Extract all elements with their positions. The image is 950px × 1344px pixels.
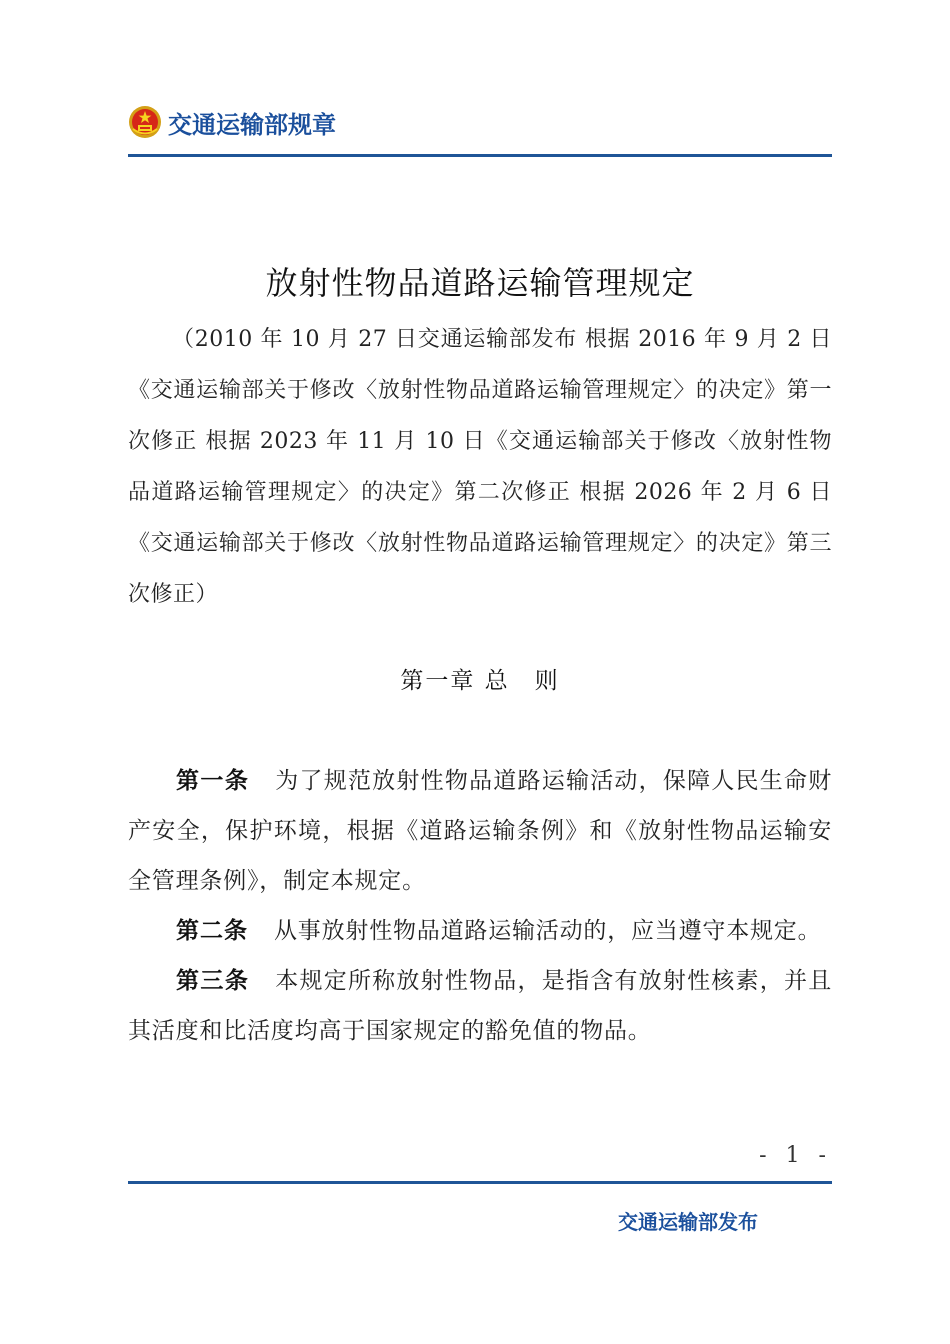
- document-title: 放射性物品道路运输管理规定: [265, 264, 695, 302]
- footer-publisher: 交通运输部发布: [618, 1210, 758, 1234]
- article-text: 从事放射性物品道路运输活动的，应当遵守本规定。: [274, 918, 822, 944]
- page-header: [128, 102, 336, 142]
- article-label: 第二条: [176, 918, 248, 944]
- article-2: [128, 906, 832, 956]
- page-number: - 1 -: [759, 1143, 832, 1168]
- revision-history: （2010 年 10 月 27 日交通运输部发布 根据 2016 年 9 月 2 日《交通运输部关于修改〈放射性物品道路运输管理规定〉的决定》第一次修正 根据 2023 年 11 月 10 日《交通运输部关于修改〈放射性物品道路运输管理规定〉的决定》第二次修正 根据 2026 年 2 月 6 日《交通运输部关于修改〈放射性物品道路运输管理规定〉的决定》第三次修正）: [128, 327, 832, 607]
- article-label: 第一条: [176, 768, 250, 794]
- article-text: 为了规范放射性物品道路运输活动，保障人民生命财产安全，保护环境，根据《道路运输条例》和《放射性物品运输安全管理条例》，制定本规定。: [128, 768, 833, 894]
- article-1: [128, 756, 832, 906]
- header-divider: [128, 154, 832, 157]
- article-label: 第三条: [176, 968, 250, 994]
- header-title: 交通运输部规章: [168, 110, 336, 139]
- articles-list: [128, 756, 832, 1056]
- article-text: 本规定所称放射性物品，是指含有放射性核素，并且其活度和比活度均高于国家规定的豁免值的物品。: [128, 968, 833, 1044]
- footer-divider: [128, 1181, 832, 1184]
- national-emblem-icon: [128, 105, 162, 139]
- chapter-heading: 第一章 总 则: [400, 668, 560, 694]
- article-3: [128, 956, 832, 1056]
